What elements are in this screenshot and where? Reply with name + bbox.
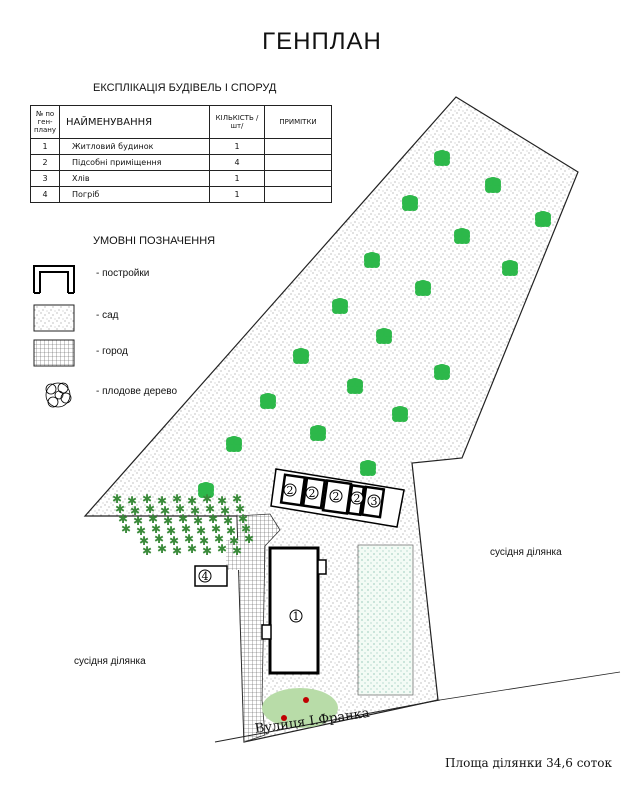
bush: ✱	[187, 494, 198, 508]
fruit-tree	[310, 425, 326, 441]
legend-label-building: - постройки	[96, 268, 150, 279]
bush: ✱	[229, 534, 240, 548]
bush: ✱	[196, 524, 207, 538]
legend-label-vegetable: - город	[96, 346, 128, 357]
bush: ✱	[157, 542, 168, 556]
bush: ✱	[241, 522, 252, 536]
legend-label-garden: - сад	[96, 310, 119, 321]
legend-vegetable-icon	[34, 340, 74, 366]
bush: ✱	[130, 504, 141, 518]
fruit-tree	[392, 406, 408, 422]
header-name: НАЙМЕНУВАННЯ	[60, 106, 210, 139]
explication-title: ЕКСПЛІКАЦІЯ БУДІВЕЛЬ І СПОРУД	[93, 82, 277, 94]
bush: ✱	[142, 544, 153, 558]
marker-outbuilding-text: 2	[286, 484, 294, 497]
bush: ✱	[202, 544, 213, 558]
legend-label-fruit-tree: - плодове дерево	[96, 386, 178, 397]
row-name: Житловий будинок	[60, 139, 210, 155]
bush: ✱	[115, 502, 126, 516]
fruit-tree	[364, 252, 380, 268]
fruit-tree	[226, 436, 242, 452]
row-qty: 1	[210, 187, 265, 203]
row-num: 4	[31, 187, 60, 203]
bush: ✱	[211, 522, 222, 536]
row-name: Підсобні приміщення	[60, 155, 210, 171]
bush: ✱	[175, 502, 186, 516]
bush: ✱	[118, 512, 129, 526]
marker-outbuilding-text: 2	[332, 490, 340, 503]
marker-outbuilding-text: 2	[308, 487, 316, 500]
bush: ✱	[199, 534, 210, 548]
marker-cellar-text: 4	[201, 570, 209, 583]
row-num: 1	[31, 139, 60, 155]
neighbor-right-label: сусідня ділянка	[490, 547, 562, 558]
bush: ✱	[136, 524, 147, 538]
fruit-tree	[535, 211, 551, 227]
bush: ✱	[217, 542, 228, 556]
bush: ✱	[166, 524, 177, 538]
bush: ✱	[232, 544, 243, 558]
bush: ✱	[220, 504, 231, 518]
marker-house-text: 1	[292, 610, 300, 623]
marker-barn-text: 3	[370, 495, 378, 508]
row-name: Хлів	[60, 171, 210, 187]
row-name: Погріб	[60, 187, 210, 203]
fruit-tree	[360, 460, 376, 476]
page-title: ГЕНПЛАН	[262, 28, 382, 55]
row-qty: 1	[210, 171, 265, 187]
bush: ✱	[154, 532, 165, 546]
fruit-tree	[434, 364, 450, 380]
bush: ✱	[205, 502, 216, 516]
row-num: 2	[31, 155, 60, 171]
legend-fruit-tree-icon	[46, 383, 71, 407]
bush: ✱	[217, 494, 228, 508]
fruit-tree	[454, 228, 470, 244]
row-qty: 4	[210, 155, 265, 171]
fruit-tree	[485, 177, 501, 193]
bush: ✱	[244, 532, 255, 546]
bush: ✱	[127, 494, 138, 508]
bush: ✱	[208, 512, 219, 526]
bush: ✱	[226, 524, 237, 538]
vegetable-bushes	[112, 492, 254, 558]
bush: ✱	[163, 514, 174, 528]
bush: ✱	[112, 492, 123, 506]
bush: ✱	[145, 502, 156, 516]
fruit-tree	[332, 298, 348, 314]
bush: ✱	[172, 544, 183, 558]
bush: ✱	[148, 512, 159, 526]
red-marker	[303, 697, 309, 703]
bush: ✱	[151, 522, 162, 536]
row-qty: 1	[210, 139, 265, 155]
fruit-tree	[347, 378, 363, 394]
bush: ✱	[172, 492, 183, 506]
lot-boundary	[85, 97, 578, 742]
fruit-tree	[260, 393, 276, 409]
bush: ✱	[169, 534, 180, 548]
bush: ✱	[142, 492, 153, 506]
bush: ✱	[178, 512, 189, 526]
plot-area-label: Площа ділянки 34,6 соток	[445, 756, 613, 770]
bush: ✱	[160, 504, 171, 518]
legend-building-icon	[34, 266, 74, 293]
header-qty: КІЛЬКІСТЬ /шт/	[210, 106, 265, 139]
bush: ✱	[184, 532, 195, 546]
bush: ✱	[214, 532, 225, 546]
fruit-tree	[415, 280, 431, 296]
bush: ✱	[190, 504, 201, 518]
neighbor-left-label: сусідня ділянка	[74, 656, 146, 667]
bush: ✱	[232, 492, 243, 506]
fruit-tree	[293, 348, 309, 364]
bush: ✱	[139, 534, 150, 548]
bush: ✱	[235, 502, 246, 516]
bush: ✱	[133, 514, 144, 528]
bush: ✱	[121, 522, 132, 536]
header-num: № по ген- плану	[31, 106, 60, 139]
fruit-tree	[402, 195, 418, 211]
street-name: Вулиця І.Франка	[254, 705, 371, 737]
bush: ✱	[193, 514, 204, 528]
garden-bed	[358, 545, 413, 695]
bush: ✱	[238, 512, 249, 526]
fruit-tree	[376, 328, 392, 344]
bush: ✱	[157, 494, 168, 508]
header-notes: ПРИМІТКИ	[265, 106, 332, 139]
bush: ✱	[202, 492, 213, 506]
bush: ✱	[181, 522, 192, 536]
legend-garden-icon	[34, 305, 74, 331]
marker-outbuilding-text: 2	[353, 492, 361, 505]
bush: ✱	[223, 514, 234, 528]
row-num: 3	[31, 171, 60, 187]
fruit-tree	[502, 260, 518, 276]
legend-title: УМОВНІ ПОЗНАЧЕННЯ	[93, 235, 216, 247]
fruit-tree	[434, 150, 450, 166]
bush: ✱	[187, 542, 198, 556]
